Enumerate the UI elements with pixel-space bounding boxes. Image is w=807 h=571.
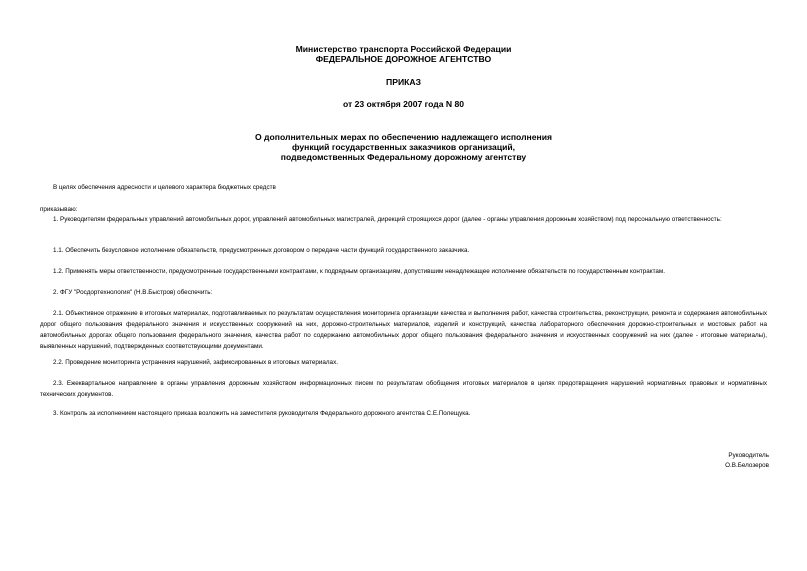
intro-paragraph: В целях обеспечения адресности и целевого характера бюджетных средств — [53, 184, 276, 191]
document-title-line-2: функций государственных заказчиков организаций, — [291, 142, 516, 152]
paragraph-1-1: 1.1. Обеспечить безусловное исполнение обязательств, предусмотренных договором о передаче части функций государственного заказчика. — [53, 247, 470, 254]
ministry-name: Министерство транспорта Российской Федерации — [295, 44, 512, 54]
paragraph-1-2: 1.2. Применять меры ответственности, предусмотренные государственными контрактами, к подрядным организациям, допустившим ненадлежащее исполнение обязательств по государственным контрактам. — [53, 268, 665, 275]
signature-position: Руководитель — [728, 452, 769, 459]
document-title-line-1: О дополнительных мерах по обеспечению надлежащего исполнения — [254, 132, 552, 142]
paragraph-2-1: 2.1. Объективное отражение в итоговых материалах, подготавливаемых по результатам осуществления мониторинга организации качества и выполнения работ, качества строительства, реконструкции, ремонта и содержания автомобильных дорог общего пользования федерального значения и искусственных сооружений на них, дорожно-строительных материалов, изделий и конструкций, качества лабораторного обеспечения дорожно-строительных и мостовых работ на автомобильных дорогах общего пользования федерального значения, качества работ по содержанию автомобильных дорог общего пользования федерального значения и искусственных сооружений на них (далее - итоговые материалы), выявленных нарушений, подтвержденных соответствующими документами. — [40, 310, 767, 350]
document-type: ПРИКАЗ — [386, 77, 421, 87]
paragraph-1: 1. Руководителям федеральных управлений автомобильных дорог, управлений автомобильных магистралей, дирекций строящихся дорог (далее - органы управления дорожным хозяйством) под персональную ответственность: — [53, 216, 722, 223]
order-word: приказываю: — [40, 206, 78, 213]
agency-name: ФЕДЕРАЛЬНОЕ ДОРОЖНОЕ АГЕНТСТВО — [315, 54, 492, 64]
paragraph-2-2: 2.2. Проведение мониторинга устранения нарушений, зафиксированных в итоговых материалах. — [53, 359, 338, 366]
document-date-number: от 23 октября 2007 года N 80 — [342, 99, 465, 109]
signature-name: О.В.Белозеров — [725, 462, 769, 469]
paragraph-3: 3. Контроль за исполнением настоящего приказа возложить на заместителя руководителя Федерального дорожного агентства С.Е.Полещука. — [53, 410, 471, 417]
document-title-line-3: подведомственных Федеральному дорожному агентству — [280, 152, 527, 162]
paragraph-2-3: 2.3. Ежеквартальное направление в органы управления дорожным хозяйством информационных писем по результатам обобщения итоговых материалов в целях предотвращения нарушений нормативных правовых и нормативных технических документов. — [40, 380, 767, 398]
paragraph-2: 2. ФГУ "Росдортехнология" (Н.В.Быстров) обеспечить: — [53, 289, 213, 296]
